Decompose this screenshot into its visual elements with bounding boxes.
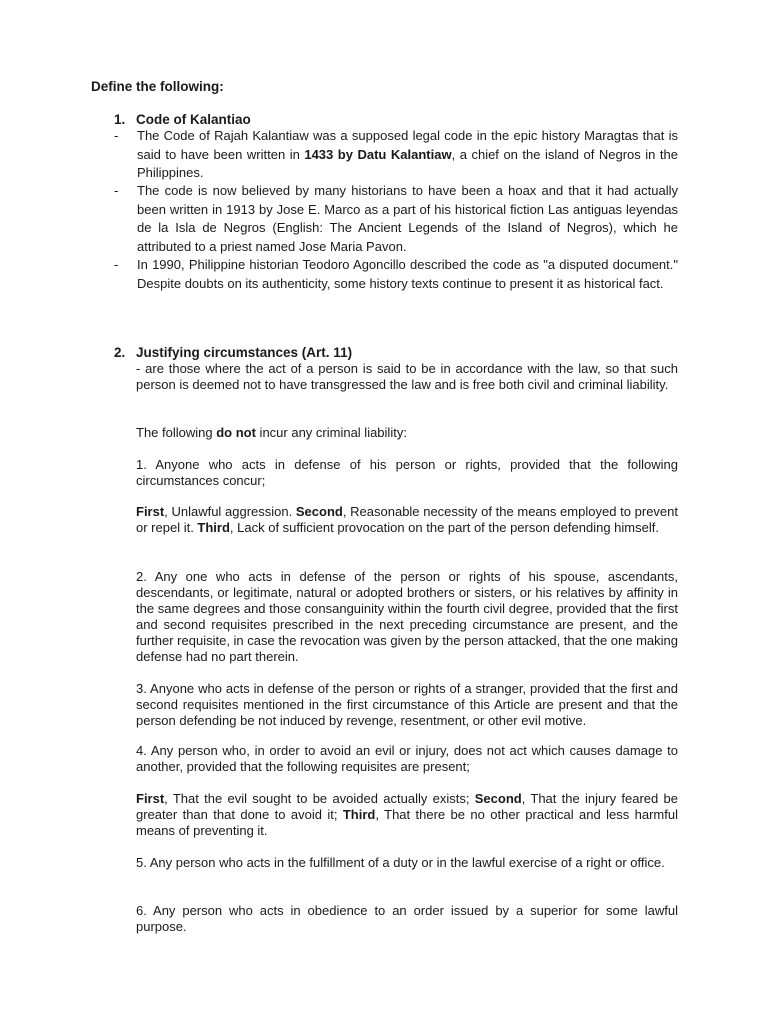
bullet-dash: - [114,183,119,198]
req-second: Second [474,791,522,806]
section-2-title [114,345,352,360]
bullet-text: The code is now believed by many historians to have been a hoax and that it had actually been written in 1913 by Jose E. Marco as a part of his historical fiction Las antiguas leyendas de la Isla de Negros (English: The Ancient Legends of the Island of Negros), which he attributed to a priest named Jose Maria Pavon. [137,183,678,254]
section-2-title-text: Justifying circumstances (Art. 11) [136,345,353,360]
item-1-requisites [136,504,678,536]
bullet-text [137,127,678,183]
req-third: Third [342,807,376,822]
following-bold: do not [216,425,256,440]
section-1-title-text: Code of Kalantiao [136,112,251,127]
item-4: 4. Any person who, in order to avoid an evil or injury, does not act which causes damage to another, provided that the following requisites are present; [136,743,678,774]
req-text: , That the injury feared be greater than that done to avoid it; [136,791,678,822]
section-1-bullet-2 [114,182,678,256]
req-text: , Lack of sufficient provocation on the part of the person defending himself. [229,520,659,535]
following-text-part: incur any criminal liability: [255,425,407,440]
section-2-number: 2. [114,345,126,360]
item-3: 3. Anyone who acts in defense of the person or rights of a stranger, provided that the first and second requisites mentioned in the first circumstance of this Article are present and that the person defending be not induced by revenge, resentment, or other evil motive. [136,681,678,728]
req-text: , That there be no other practical and less harmful means of preventing it. [136,807,678,838]
section-1-title [114,112,251,127]
section-1-bullet-3 [114,256,678,293]
req-text: , That the evil sought to be avoided actually exists; [164,791,475,806]
req-third: Third [197,520,230,535]
item-6: 6. Any person who acts in obedience to an order issued by a superior for some lawful purpose. [136,903,678,934]
item-4-requisites [136,791,678,839]
following-statement [136,425,678,441]
bullet-text-part: The Code of Rajah Kalantiaw was a supposed legal code in the epic history Maragtas that is said to have been written in [137,128,678,162]
document-heading: Define the following: [91,79,224,94]
bullet-dash: - [114,257,119,272]
bullet-text-bold: 1433 by Datu Kalantiaw [304,146,452,162]
req-first: First [136,791,165,806]
item-2: 2. Any one who acts in defense of the person or rights of his spouse, ascendants, descendants, or legitimate, natural or adopted brothers or sisters, or his relatives by affinity in the same degrees and those consanguinity within the fourth civil degree, provided that the first and second requisites prescribed in the next preceding circumstance are present, and the further requisite, in case the revocation was given by the person attacked, that the one making defense had no part therein. [136,569,678,664]
bullet-text: In 1990, Philippine historian Teodoro Agoncillo described the code as "a disputed document." Despite doubts on its authenticity, some history texts continue to present it as historical fact. [137,257,678,291]
req-text: , Unlawful aggression. [164,504,296,519]
item-5: 5. Any person who acts in the fulfillment of a duty or in the lawful exercise of a right or office. [136,855,665,870]
section-1-bullet-1 [114,127,678,183]
req-first: First [136,504,165,519]
item-1: 1. Anyone who acts in defense of his person or rights, provided that the following circumstances concur; [136,457,678,488]
bullet-text-part: , a chief on the island of Negros in the Philippines. [137,146,679,180]
section-2-intro: - are those where the act of a person is said to be in accordance with the law, so that such person is deemed not to have transgressed the law and is free both civil and criminal liability. [136,361,678,392]
req-second: Second [295,504,343,519]
following-text-part: The following [136,425,217,440]
req-text: , Reasonable necessity of the means employed to prevent or repel it. [136,504,678,535]
section-1-number: 1. [114,112,126,127]
bullet-dash: - [114,128,119,143]
